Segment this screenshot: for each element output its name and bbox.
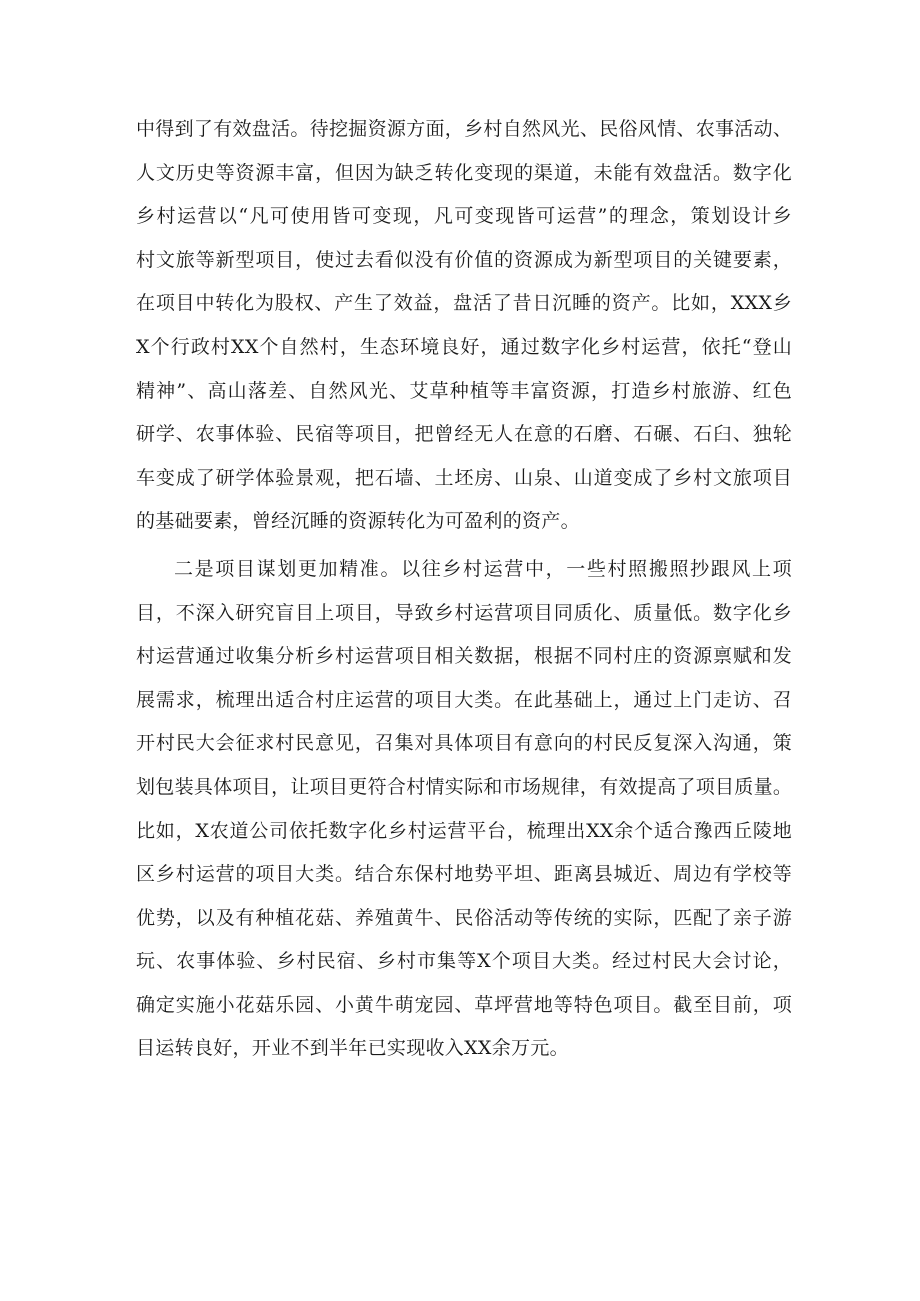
text-line: 目，不深入研究盲目上项目，导致乡村运营项目同质化、质量低。数字化乡 [136,601,792,624]
paragraph-2 [136,548,792,1071]
text-line: 划包装具体项目，让项目更符合村情实际和市场规律，有效提高了项目质量。 [136,775,793,798]
text-line: 中得到了有效盘活。待挖掘资源方面，乡村自然风光、民俗风情、农事活动、 [136,118,793,140]
text-line: 精神”、高山落差、自然风光、艾草种植等丰富资源，打造乡村旅游、红色 [136,379,792,402]
text-line: 村运营通过收集分析乡村运营项目相关数据，根据不同村庄的资源禀赋和发 [136,645,792,668]
text-line: 确定实施小花菇乐园、小黄牛萌宠园、草坪营地等特色项目。截至目前，项 [136,993,792,1016]
document-body [136,108,792,1071]
text-line: 优势，以及有种植花菇、养殖黄牛、民俗活动等传统的实际，匹配了亲子游 [136,906,792,929]
text-line: 车变成了研学体验景观，把石墙、土坯房、山泉、山道变成了乡村文旅项目 [136,466,792,489]
text-line: 目运转良好，开业不到半年已实现收入XX余万元。 [136,1037,569,1060]
text-line: 二是项目谋划更加精准。以往乡村运营中，一些村照搬照抄跟风上项 [174,557,792,580]
paragraph-1 [136,108,792,544]
text-line: X个行政村XX个自然村，生态环境良好，通过数字化乡村运营，依托“登山 [136,335,792,358]
text-line: 乡村运营以“凡可使用皆可变现，凡可变现皆可运营”的理念，策划设计乡 [136,205,792,228]
text-line: 村文旅等新型项目，使过去看似没有价值的资源成为新型项目的关键要素， [136,248,792,271]
text-line: 玩、农事体验、乡村民宿、乡村市集等X个项目大类。经过村民大会讨论， [136,950,792,973]
text-line: 研学、农事体验、民宿等项目，把曾经无人在意的石磨、石碾、石臼、独轮 [136,423,792,446]
text-line: 区乡村运营的项目大类。结合东保村地势平坦、距离县城近、周边有学校等 [136,863,792,886]
text-line: 的基础要素，曾经沉睡的资源转化为可盈利的资产。 [136,510,580,533]
text-line: 开村民大会征求村民意见，召集对具体项目有意向的村民反复深入沟通，策 [136,732,792,755]
text-line: 在项目中转化为股权、产生了效益，盘活了昔日沉睡的资产。比如，XXX乡 [136,292,792,315]
text-line: 人文历史等资源丰富，但因为缺乏转化变现的渠道，未能有效盘活。数字化 [136,161,792,184]
text-line: 展需求，梳理出适合村庄运营的项目大类。在此基础上，通过上门走访、召 [136,688,792,711]
text-line: 比如，X农道公司依托数字化乡村运营平台，梳理出XX余个适合豫西丘陵地 [136,819,792,842]
